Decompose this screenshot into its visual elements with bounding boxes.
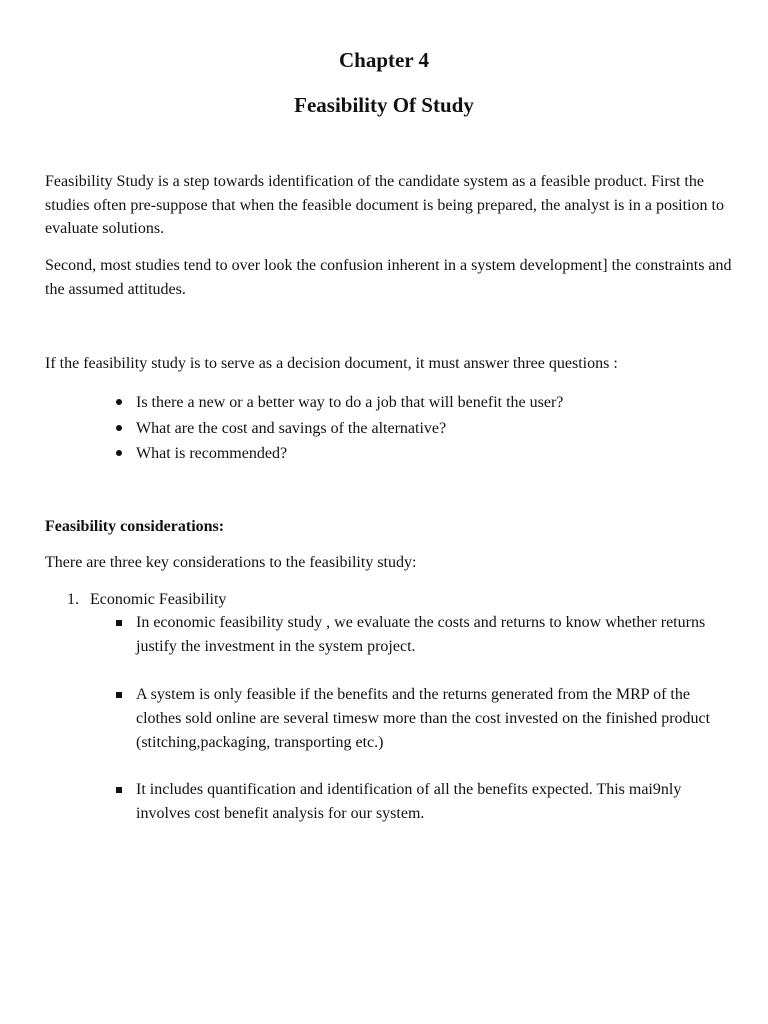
square-bullet-icon xyxy=(116,620,122,626)
bullet-icon xyxy=(116,399,122,405)
intro-paragraph-2: Second, most studies tend to over look the confusion inherent in a system development] the constraints and the assumed attitudes. xyxy=(45,257,732,298)
intro-paragraph-1: Feasibility Study is a step towards identification of the candidate system as a feasible product. First the studies often pre-suppose that when the feasible document is being prepared, the analyst is in a position to evaluate solutions. xyxy=(45,173,724,237)
questions-list xyxy=(116,390,716,467)
list-item xyxy=(116,778,726,826)
square-bullet-icon xyxy=(116,787,122,793)
list-item xyxy=(116,683,726,755)
question-text: Is there a new or a better way to do a job that will benefit the user? xyxy=(136,394,564,411)
square-bullet-icon xyxy=(116,692,122,698)
list-item xyxy=(116,390,716,416)
bullet-icon xyxy=(116,450,122,456)
point-text: It includes quantification and identification of all the benefits expected. This mai9nly involves cost benefit analysis for our system. xyxy=(136,781,682,822)
point-text: In economic feasibility study , we evaluate the costs and returns to know whether returns justify the investment in the system project. xyxy=(136,614,706,655)
question-text: What is recommended? xyxy=(136,445,288,462)
numbered-item-label: Economic Feasibility xyxy=(90,591,227,608)
list-item xyxy=(116,441,716,467)
chapter-label: Chapter 4 xyxy=(338,48,430,72)
list-number: 1. xyxy=(67,591,79,608)
bullet-icon xyxy=(116,425,122,431)
list-item xyxy=(116,611,726,659)
numbered-item-economic xyxy=(67,588,226,611)
point-text: A system is only feasible if the benefits and the returns generated from the MRP of the clothes sold online are several timesw more than the cost invested on the finished product (stitching,packaging, transporting etc.) xyxy=(136,686,711,751)
section-heading: Feasibility considerations: xyxy=(45,518,225,535)
intro-paragraph-3: If the feasibility study is to serve as a decision document, it must answer three questions : xyxy=(45,355,618,372)
page-title: Feasibility Of Study xyxy=(294,93,474,117)
considerations-intro: There are three key considerations to the feasibility study: xyxy=(45,554,417,571)
list-item xyxy=(116,416,716,442)
question-text: What are the cost and savings of the alternative? xyxy=(136,419,447,437)
